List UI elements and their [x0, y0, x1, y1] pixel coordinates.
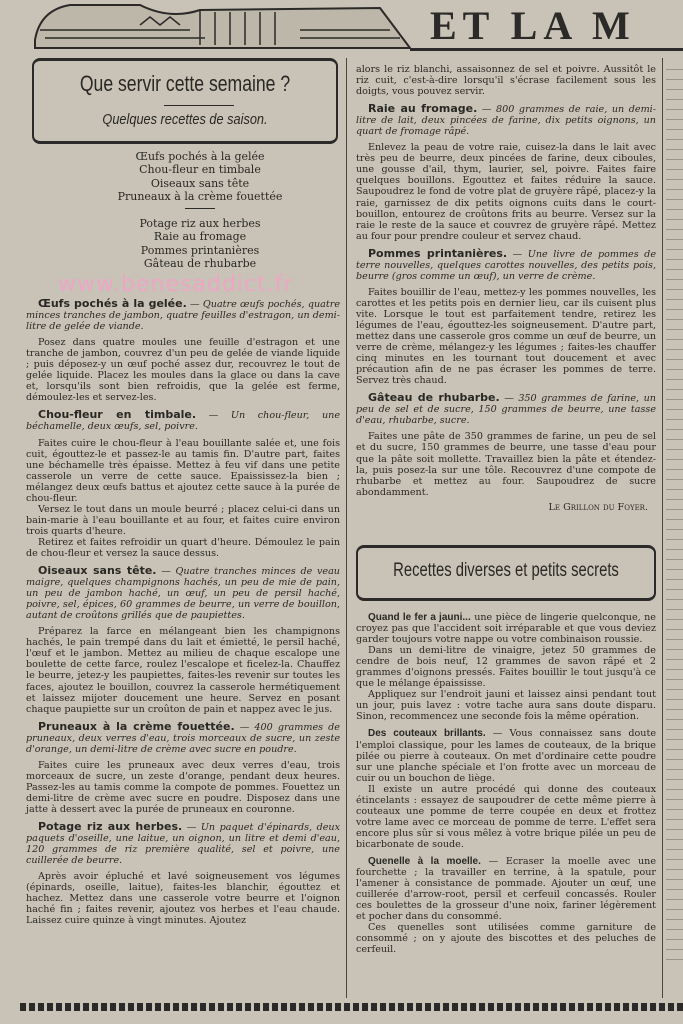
text-line-fragment: [666, 99, 683, 100]
text-line-fragment: [666, 379, 683, 380]
text-line-fragment: [666, 659, 683, 660]
text-line-fragment: [666, 939, 683, 940]
text-line-fragment: [666, 929, 683, 930]
recipe-ingredients: 400 grammes de pruneaux, deux verres d'eau, trois morceaux de sucre, un zeste d'orange, un demi-litre de crème avec sucre en poudre.: [26, 721, 340, 755]
recipe-paragraph: Appliquez sur l'endroit jauni et laissez ainsi pendant tout un jour, puis lavez : votre tache aura sans doute disparu. Sinon, recommencez une seconde fois la même opération.: [356, 689, 656, 723]
text-line-fragment: [666, 819, 683, 820]
text-line-fragment: [666, 239, 683, 240]
menu-item: Œufs pochés à la gelée: [135, 150, 265, 163]
text-line-fragment: [666, 269, 683, 270]
text-line-fragment: [666, 519, 683, 520]
text-line-fragment: [666, 719, 683, 720]
section-title: Que servir cette semaine ?: [79, 71, 291, 96]
text-line-fragment: [666, 579, 683, 580]
recipe-header: Raie au fromage. — 800 grammes de raie, un demi-litre de lait, deux pincées de farine, dix petits oignons, un quart de fromage râpé.: [356, 102, 656, 138]
text-line-fragment: [666, 729, 683, 730]
text-line-fragment: [666, 219, 683, 220]
text-line-fragment: [666, 369, 683, 370]
text-line-fragment: [666, 589, 683, 590]
menu-item: Raie au fromage: [153, 230, 247, 244]
recipe-paragraph: Il existe un autre procédé qui donne des couteaux étincelants : essayez de saupoudrer de cette même pierre à couteaux une pomme de terre coupée en deux et frottez votre lame avec ce morceau de pomme de terre. L'effet sera encore plus sûr si vous mêlez à votre brique pilée un peu de bicarbonate de soude.: [356, 783, 656, 850]
recipe: [356, 248, 656, 387]
recipe-header: Oiseaux sans tête. — Quatre tranches minces de veau maigre, quelques champignons hachés, un peu de mie de pain, un peu de jambon haché, un œuf, un peu de persil haché, poivre, sel, épices, 60 grammes de beurre, un verre de bouillon, autant de croûtons grillés que de paupiettes.: [26, 564, 340, 622]
menu-item: Chou-fleur en timbale: [139, 163, 261, 177]
text-line-fragment: [666, 959, 683, 960]
text-line-fragment: [666, 359, 683, 360]
text-line-fragment: [666, 839, 683, 840]
text-line-fragment: [666, 299, 683, 300]
column-divider: [346, 58, 347, 998]
right-column: [356, 64, 656, 513]
text-line-fragment: [666, 689, 683, 690]
recipe: [356, 103, 656, 242]
recipe-paragraph: Après avoir épluché et lavé soigneusement vos légumes (épinards, oseille, laitue), faites-les blanchir, égouttez et hachez. Mettez dans une casserole votre beurre et l'oignon haché fin ; faites revenir, ajoutez vos herbes et l'eau chaude. Laissez cuire quinze à vingt minutes. Ajoutez: [26, 871, 340, 927]
recipe-title: Quand le fer a jauni...: [368, 612, 471, 623]
column-divider: [662, 58, 663, 998]
text-line-fragment: [666, 539, 683, 540]
recipe-header: Potage riz aux herbes. — Un paquet d'épinards, deux paquets d'oseille, une laitue, un oignon, un litre et demi d'eau, 120 grammes de riz première qualité, sel et poivre, une cuillerée de beurre.: [26, 820, 340, 867]
text-line-fragment: [666, 469, 683, 470]
divider: [164, 105, 234, 106]
text-line-fragment: [666, 199, 683, 200]
recipe: [26, 721, 340, 815]
text-line-fragment: [666, 739, 683, 740]
text-line-fragment: [666, 799, 683, 800]
text-line-fragment: [666, 429, 683, 430]
text-line-fragment: [666, 829, 683, 830]
text-line-fragment: [666, 859, 683, 860]
text-line-fragment: [666, 249, 683, 250]
text-line-fragment: [666, 919, 683, 920]
recipe-header: Œufs pochés à la gelée. — Quatre œufs pochés, quatre minces tranches de jambon, quatre feuilles d'estragon, un demi-litre de gelée de viande.: [26, 297, 340, 333]
menu-item: Pommes printanières: [140, 243, 260, 257]
text-line-fragment: [666, 109, 683, 110]
signature: Le Grillon du Foyer.: [548, 501, 648, 513]
recipe-title: Quenelle à la moelle.: [368, 855, 481, 867]
recipe-header: Chou-fleur en timbale. — Un chou-fleur, une béchamelle, deux œufs, sel, poivre.: [26, 408, 341, 433]
recipe-title: Gâteau de rhubarbe.: [368, 391, 500, 405]
weekly-menu: [90, 150, 310, 270]
text-line-fragment: [666, 149, 683, 150]
masthead-title: ET LA M: [430, 3, 636, 48]
text-line-fragment: [666, 309, 683, 310]
recipe-ingredients: 350 grammes de farine, un peu de sel et de sucre, 150 grammes de beurre, une tasse d'eau, rhubarbe, sucre.: [356, 393, 656, 427]
text-line-fragment: [666, 389, 683, 390]
recipe-title: Potage riz aux herbes.: [38, 820, 183, 834]
recipe-header: Gâteau de rhubarbe. — 350 grammes de farine, un peu de sel et de sucre, 150 grammes de beurre, une tasse d'eau, rhubarbe, sucre.: [356, 391, 656, 427]
text-line-fragment: [666, 419, 683, 420]
text-line-fragment: [666, 809, 683, 810]
text-line-fragment: [666, 849, 683, 850]
text-line-fragment: [666, 679, 683, 680]
recipe-paragraph: Dans un demi-litre de vinaigre, jetez 50 grammes de cendre de bois neuf, 12 grammes de savon râpé et 2 grammes d'oignons pressés. Faites bouillir le tout jusqu'à ce que le mélange épaississe.: [356, 645, 656, 690]
text-line-fragment: [666, 79, 683, 80]
left-column: [26, 292, 340, 926]
text-line-fragment: [666, 869, 683, 870]
secret-item: [356, 612, 656, 722]
text-line-fragment: [666, 89, 683, 90]
text-line-fragment: [666, 619, 683, 620]
recipe-title: Pruneaux à la crème fouettée.: [38, 719, 235, 733]
recipe-paragraph: Retirez et faites refroidir un quart d'heure. Démoulez le pain de chou-fleur et versez la sauce dessus.: [26, 536, 340, 559]
recipe-paragraph: Faites cuire le chou-fleur à l'eau bouillante salée et, une fois cuit, égouttez-le et passez-le au tamis fin. D'autre part, faites une béchamelle très épaisse. Mettez à feu vif dans une petite casserole un verre de cette sauce. Epaississez-la bien ; mélangez deux œufs battus et ajoutez cette sauce à la purée de chou-fleur.: [26, 437, 340, 504]
text-line-fragment: [666, 889, 683, 890]
text-line-fragment: [666, 759, 683, 760]
text-line-fragment: [666, 879, 683, 880]
text-line-fragment: [666, 319, 683, 320]
recipe-ingredients: Un chou-fleur, une béchamelle, deux œufs, sel, poivre.: [26, 410, 341, 433]
text-line-fragment: [666, 439, 683, 440]
recipe: [26, 565, 340, 715]
text-line-fragment: [666, 669, 683, 670]
recipe-title: Des couteaux brillants.: [368, 728, 486, 740]
recipe-ingredients: Quatre tranches minces de veau maigre, quelques champignons hachés, un peu de mie de pain, un peu de jambon haché, un œuf, un peu de persil haché, poivre, sel, épices, 60 grammes de beurre, un verre de bouillon, autant de croûtons grillés que de paupiettes.: [26, 566, 340, 622]
secret-lead: — Ecraser la moelle avec une fourchette ; la travailler en terrine, à la spatule, pour l'amener à consistance de pommade. Ajouter un œuf, une cuillerée d'arrow-root, persil et cerfeuil concassés. Rouler ces boulettes de la grosseur d'une noix, fariner légèrement et pocher dans du consommé.: [356, 855, 656, 923]
text-line-fragment: [666, 499, 683, 500]
menu-item: Pruneaux à la crème fouettée: [117, 189, 283, 203]
text-line-fragment: [666, 649, 683, 650]
text-line-fragment: [666, 599, 683, 600]
text-line-fragment: [666, 349, 683, 350]
recipe: [26, 409, 340, 559]
secret-item: [356, 728, 656, 850]
recipe-header: Pruneaux à la crème fouettée. — 400 grammes de pruneaux, deux verres d'eau, trois morceaux de sucre, un zeste d'orange, un demi-litre de crème avec sucre en poudre.: [26, 719, 340, 755]
text-line-fragment: [666, 529, 683, 530]
recipe-ingredients: Quatre œufs pochés, quatre minces tranches de jambon, quatre feuilles d'estragon, un demi-litre de gelée de viande.: [26, 299, 340, 333]
section-box-que-servir: [32, 58, 338, 144]
text-line-fragment: [666, 749, 683, 750]
text-line-fragment: [666, 909, 683, 910]
secret-lead: une pièce de lingerie quelconque, ne croyez pas que l'accident soit irréparable et que vous deviez garder toujours votre nappe ou votre combinaison roussie.: [356, 612, 656, 646]
text-line-fragment: [666, 229, 683, 230]
section-box-recettes-diverses: [356, 545, 656, 601]
text-line-fragment: [666, 259, 683, 260]
text-line-fragment: [666, 289, 683, 290]
text-line-fragment: [666, 139, 683, 140]
recipe: [26, 298, 340, 403]
recipe: [26, 821, 340, 926]
menu-item: Gâteau de rhubarbe: [143, 257, 257, 271]
recipe-header: [356, 856, 656, 922]
recipe-header: [356, 728, 656, 783]
menu-item: Oiseaux sans tête: [150, 176, 250, 190]
text-line-fragment: [666, 699, 683, 700]
menu-item: Potage riz aux herbes: [139, 217, 261, 231]
text-line-fragment: [666, 899, 683, 900]
recipe-ingredients: 800 grammes de raie, un demi-litre de lait, deux pincées de farine, dix petits oignons, un quart de fromage râpé.: [356, 104, 656, 138]
text-line-fragment: [666, 189, 683, 190]
recipe-title: Pommes printanières.: [368, 246, 508, 260]
text-line-fragment: [666, 779, 683, 780]
watermark: www.benesaddict.fr: [58, 272, 294, 297]
text-line-fragment: [666, 639, 683, 640]
recipe-paragraph: Posez dans quatre moules une feuille d'estragon et une tranche de jambon, couvrez d'un peu de gelée de viande liquide ; puis déposez-y un œuf poché assez dur, recouvrez le tout de gelée liquide. Placez les moules dans la glace ou dans la cave et, lorsqu'ils sont bien refroidis, que la gelée est ferme, démoulez-les et servez-les.: [26, 337, 340, 404]
recipe-paragraph: Faites bouillir de l'eau, mettez-y les pommes nouvelles, les carottes et les petits pois en dernier lieu, car ils cuisent plus vite. Lorsque le tout est parfaitement tendre, retirez les légumes de l'eau, égouttez-les soigneusement. D'autre part, mettez dans une casserole gros comme un œuf de beurre, un verre de crème, mélangez-y les légumes ; faites-les chauffer cinq minutes en les tournant tout doucement et avec précaution afin de ne pas écraser les pommes de terre. Servez très chaud.: [356, 286, 656, 387]
text-line-fragment: [666, 69, 683, 70]
recipe-title: Oiseaux sans tête.: [38, 564, 157, 578]
text-line-fragment: [666, 769, 683, 770]
recipe-paragraph: Ces quenelles sont utilisées comme garniture de consommé ; on y ajoute des biscottes et des peluches de cerfeuil.: [356, 922, 656, 956]
recipe-header: Pommes printanières. — Une livre de pommes de terre nouvelles, quelques carottes nouvelles, des petits pois, beurre (gros comme un œuf), un verre de crème.: [356, 246, 657, 282]
text-line-fragment: [666, 399, 683, 400]
text-line-fragment: [666, 159, 683, 160]
text-line-fragment: [666, 509, 683, 510]
text-line-fragment: [666, 629, 683, 630]
text-line-fragment: [666, 569, 683, 570]
text-line-fragment: [666, 549, 683, 550]
bottom-border: [20, 1003, 683, 1011]
text-line-fragment: [666, 559, 683, 560]
text-line-fragment: [666, 129, 683, 130]
recipe-title: Œufs pochés à la gelée.: [38, 297, 187, 310]
recipe-paragraph: Versez le tout dans un moule beurré ; placez celui-ci dans un bain-marie à l'eau bouillante et au four, et faites cuire environ trois quarts d'heure.: [26, 503, 340, 537]
masthead-rule: [410, 48, 683, 51]
text-line-fragment: [666, 279, 683, 280]
text-line-fragment: [666, 709, 683, 710]
text-line-fragment: [666, 209, 683, 210]
adjacent-column-edge: [666, 60, 683, 1000]
recipe-ingredients: Une livre de pommes de terre nouvelles, quelques carottes nouvelles, des petits pois, beurre (gros comme un œuf), un verre de crème.: [356, 248, 657, 282]
divider: [185, 208, 215, 209]
section-subtitle: Quelques recettes de saison.: [102, 111, 268, 128]
secret-item: [356, 856, 656, 955]
recipe: [356, 392, 656, 497]
secrets-column: [356, 606, 656, 955]
text-line-fragment: [666, 489, 683, 490]
recipe-ingredients: Un paquet d'épinards, deux paquets d'oseille, une laitue, un oignon, un litre et demi d'eau, 120 grammes de riz première qualité, sel et poivre, une cuillerée de beurre.: [26, 822, 340, 867]
recipe-title: Chou-fleur en timbale.: [38, 408, 197, 422]
text-line-fragment: [666, 789, 683, 790]
text-line-fragment: [666, 609, 683, 610]
secret-lead: — Vous connaissez sans doute l'emploi classique, pour les lames de couteaux, de la brique pilée ou pierre à couteaux. On met d'ordinaire cette poudre sur une planche spéciale et l'on frotte avec un morceau de cuir ou un bouchon de liège.: [356, 728, 656, 784]
recipe-paragraph: Faites une pâte de 350 grammes de farine, un peu de sel et du sucre, 150 grammes de beurre, une tasse d'eau pour que la pâte soit mollette. Travaillez bien la pâte et étendez-la, puis posez-la sur une tôle. Recouvrez d'une compote de rhubarbe et mettez au four. Saupoudrez de sucre abondamment.: [356, 431, 656, 498]
continuation-paragraph: alors le riz blanchi, assaisonnez de sel et poivre. Aussitôt le riz cuit, c'est-à-dire lorsqu'il s'écrase facilement sous les doigts, vous pouvez servir.: [356, 64, 656, 98]
recipe-title: Raie au fromage.: [368, 102, 478, 116]
recipe-paragraph: Enlevez la peau de votre raie, cuisez-la dans le lait avec très peu de beurre, deux pincées de farine, deux ciboules, une gousse d'ail, thym, laurier, sel, poivre. Faites faire quelques bouillons. Egouttez et faites réduire la sauce. Saupoudrez le fond de votre plat de gruyère râpé, placez-y la raie, garnissez de dix petits oignons cuits dans le court-bouillon, entourez de croûtons frits au beurre. Versez sur la raie le reste de la sauce et couvrez de gruyère râpé. Mettez au four pour prendre couleur et servez chaud.: [356, 142, 656, 242]
recipe-header: [356, 612, 656, 645]
text-line-fragment: [666, 459, 683, 460]
recipe-paragraph: Préparez la farce en mélangeant bien les champignons hachés, le pain trempé dans du lait et émietté, le persil haché, l'œuf et le jambon. Mettez au milieu de chaque escalope une boulette de cette farce, roulez l'escalope et ficelez-la. Chauffez le beurre, jetez-y les paupiettes, faites-les revenir sur toutes les faces, ajoutez le bouillon, couvrez la casserole hermétiquement et laissez mijoter doucement une heure. Servez en posant chaque paupiette sur un croûton de pain et nappez avec le jus.: [26, 626, 340, 715]
text-line-fragment: [666, 409, 683, 410]
text-line-fragment: [666, 479, 683, 480]
recipe-paragraph: Faites cuire les pruneaux avec deux verres d'eau, trois morceaux de sucre, un zeste d'orange, pendant deux heures. Passez-les au tamis comme la compote de pommes. Fouettez un demi-litre de crème avec sucre en poudre. Disposez dans une jatte à dessert avec la purée de pruneaux en couronne.: [26, 759, 340, 815]
text-line-fragment: [666, 169, 683, 170]
text-line-fragment: [666, 119, 683, 120]
text-line-fragment: [666, 179, 683, 180]
section-title: Recettes diverses et petits secrets: [393, 560, 619, 581]
text-line-fragment: [666, 949, 683, 950]
text-line-fragment: [666, 449, 683, 450]
text-line-fragment: [666, 339, 683, 340]
text-line-fragment: [666, 329, 683, 330]
